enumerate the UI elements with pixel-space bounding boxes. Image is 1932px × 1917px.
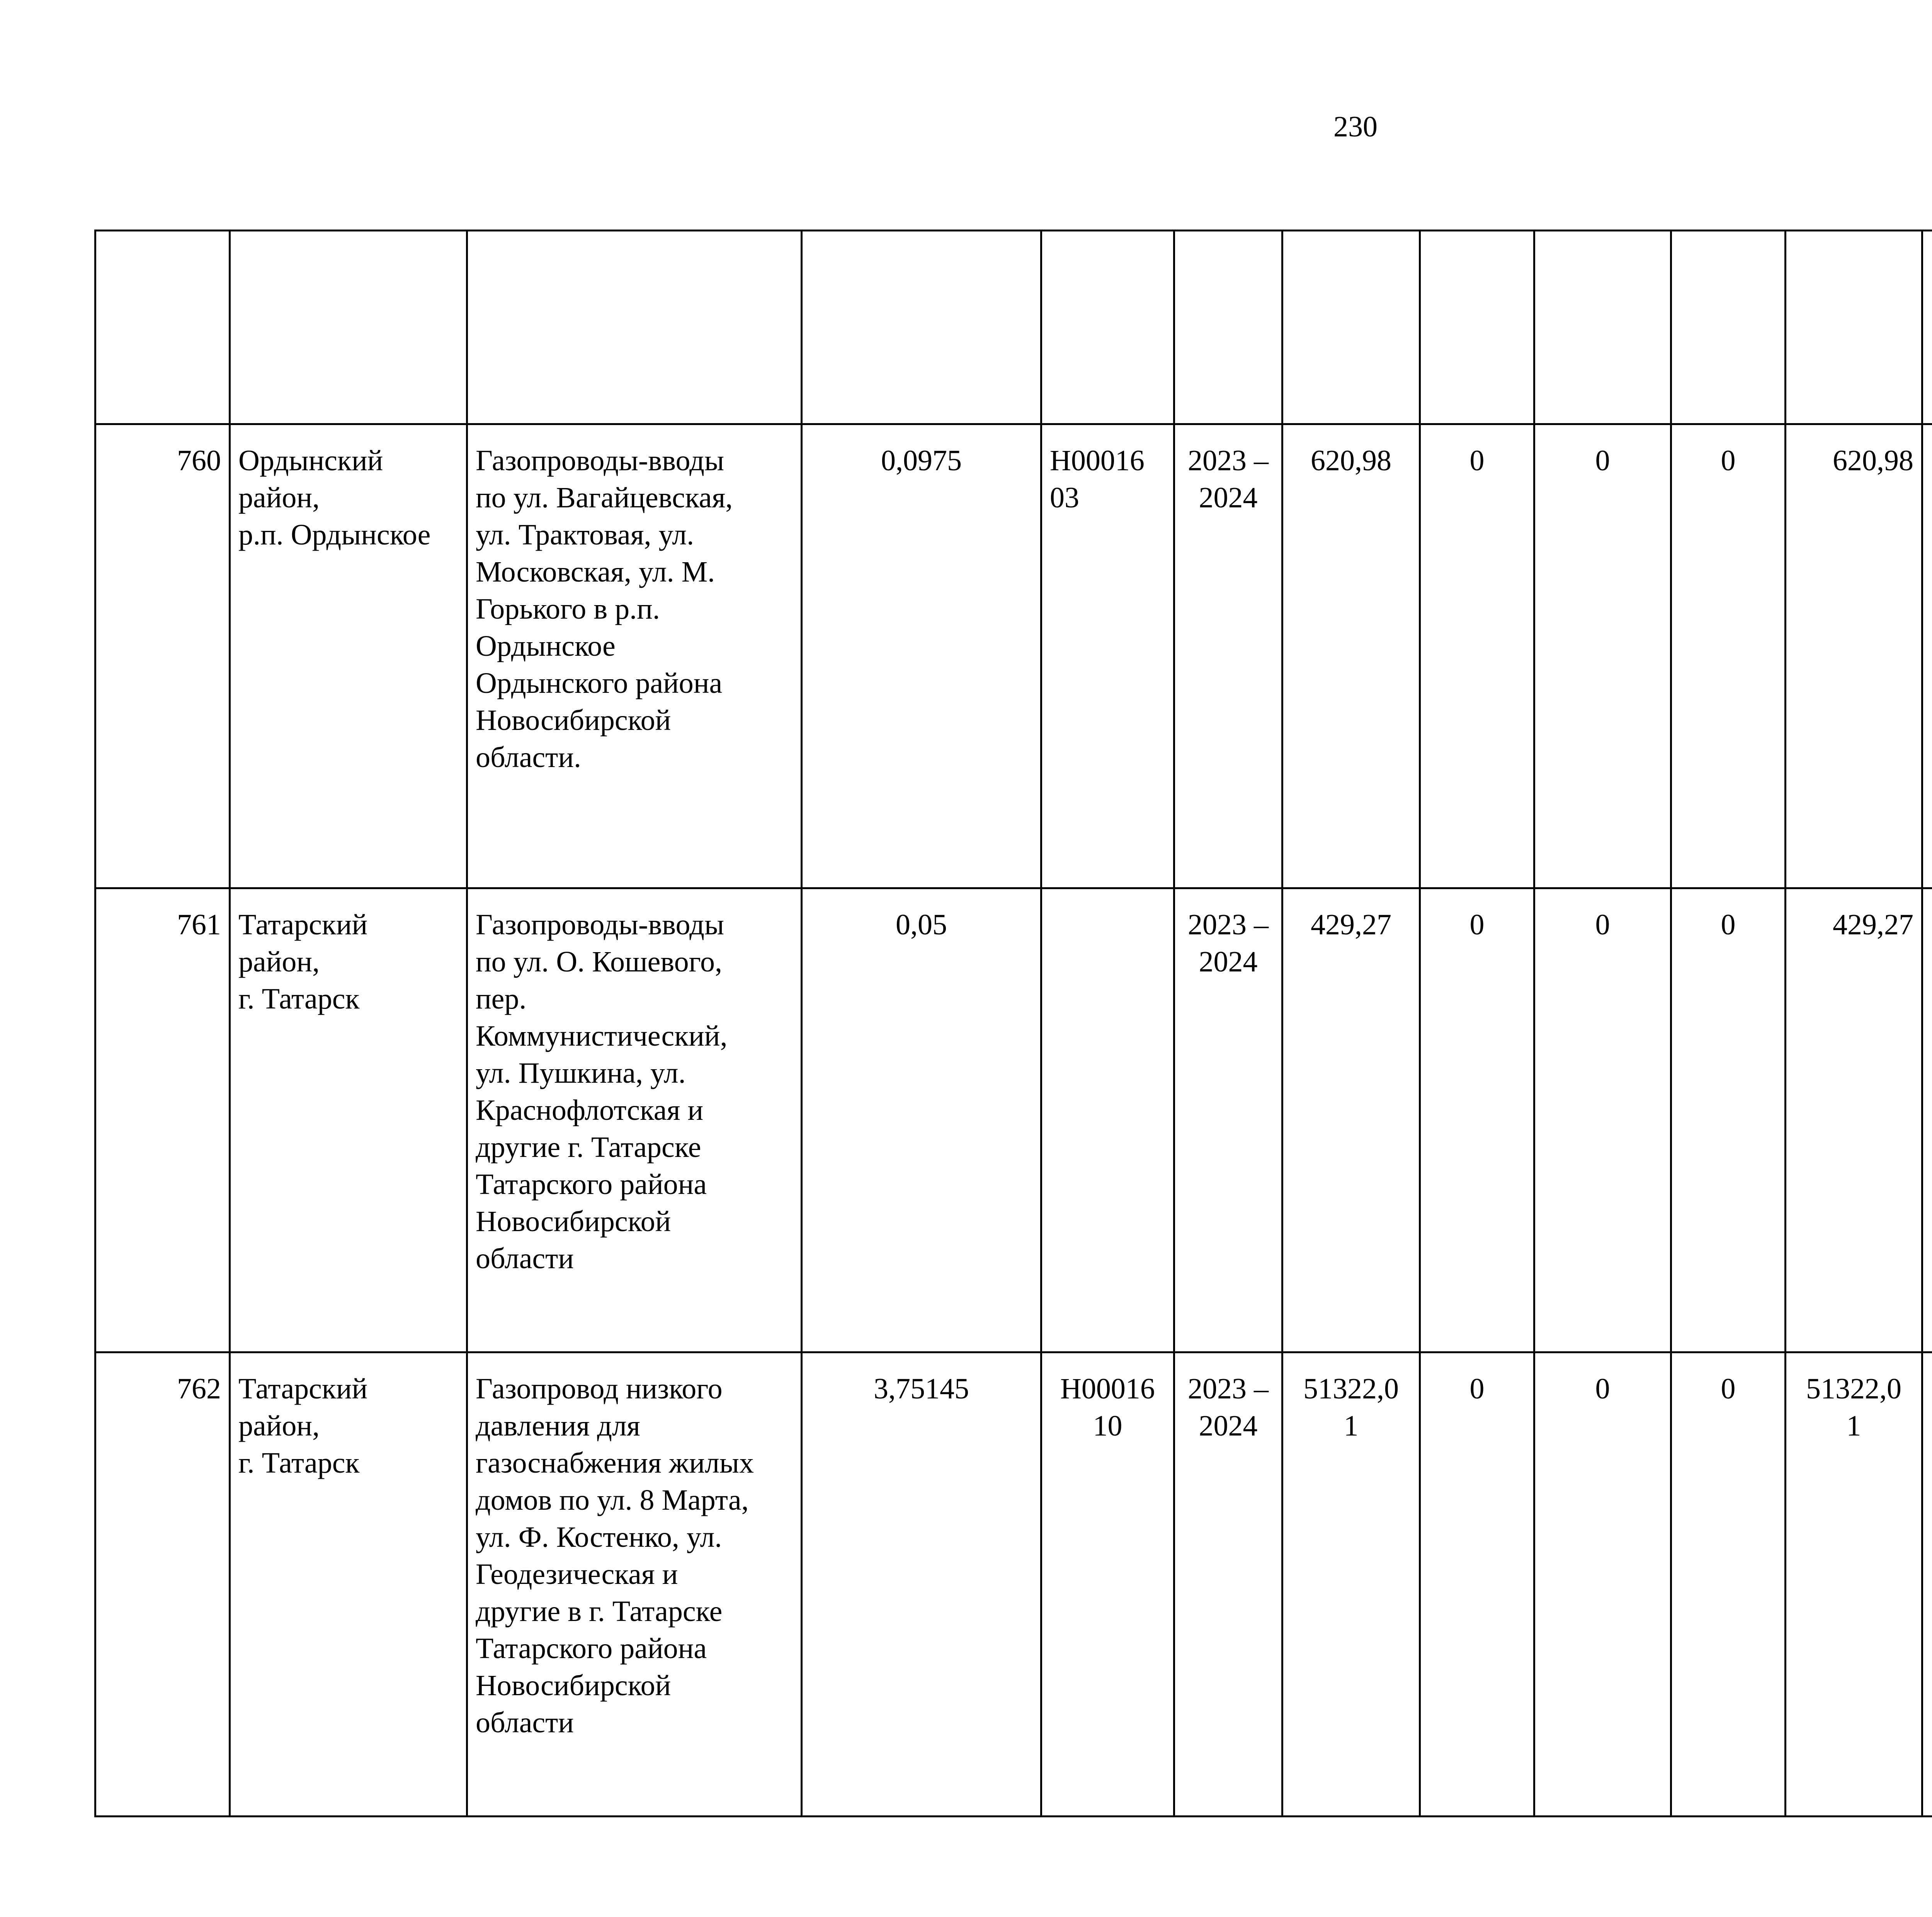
cell-object: Газопровод низкого давления для газоснабжения жилых домов по ул. 8 Марта, ул. Ф. Костенко, ул. Геодезическая и другие в г. Татарске Татарского района Новосибирской области — [467, 1352, 802, 1817]
cell-fund2: 0 — [1534, 424, 1671, 888]
cell-code — [1041, 888, 1174, 1352]
cell-fund2: 0 — [1534, 1352, 1671, 1817]
cell-district: Ордынский район, р.п. Ордынское — [230, 424, 467, 888]
cell-total: 429,27 — [1282, 888, 1420, 1352]
cell-code — [1041, 231, 1174, 424]
cell-no — [95, 231, 230, 424]
cell-period — [1174, 231, 1282, 424]
cell-fund4: 429,27 — [1786, 888, 1922, 1352]
cell-district — [230, 231, 467, 424]
cell-period: 2023 – 2024 — [1174, 1352, 1282, 1817]
cell-object: Газопроводы-вводы по ул. О. Кошевого, пер. Коммунистический, ул. Пушкина, ул. Краснофлотская и другие г. Татарске Татарского района Новосибирской области — [467, 888, 802, 1352]
cell-length: 0,05 — [802, 888, 1041, 1352]
cell-fund2: 0 — [1534, 888, 1671, 1352]
cell-code: Н00016 03 — [1041, 424, 1174, 888]
cell-fund2 — [1534, 231, 1671, 424]
cell-fund1 — [1420, 231, 1534, 424]
gasification-table — [94, 230, 1932, 1817]
page-number: 230 — [1333, 111, 1378, 143]
cell-fund4: 620,98 — [1786, 424, 1922, 888]
cell-fund4: 51322,0 1 — [1786, 1352, 1922, 1817]
cell-code: Н00016 10 — [1041, 1352, 1174, 1817]
cell-total: 620,98 — [1282, 424, 1420, 888]
table-row — [95, 424, 1932, 888]
cell-period: 2023 – 2024 — [1174, 888, 1282, 1352]
cell-executor — [1922, 424, 1932, 888]
cell-length: 0,0975 — [802, 424, 1041, 888]
cell-no: 760 — [95, 424, 230, 888]
cell-fund4 — [1786, 231, 1922, 424]
cell-total — [1282, 231, 1420, 424]
cell-period: 2023 – 2024 — [1174, 424, 1282, 888]
table-row — [95, 888, 1932, 1352]
cell-fund1: 0 — [1420, 888, 1534, 1352]
cell-executor — [1922, 231, 1932, 424]
table-row-continuation — [95, 231, 1932, 424]
cell-district: Татарский район, г. Татарск — [230, 1352, 467, 1817]
cell-fund3: 0 — [1671, 888, 1786, 1352]
cell-fund3: 0 — [1671, 1352, 1786, 1817]
cell-no: 762 — [95, 1352, 230, 1817]
cell-object — [467, 231, 802, 424]
cell-fund3 — [1671, 231, 1786, 424]
cell-executor — [1922, 1352, 1932, 1817]
cell-object: Газопроводы-вводы по ул. Вагайцевская, ул. Трактовая, ул. Московская, ул. М. Горького в р.п. Ордынское Ордынского района Новосибирской области. — [467, 424, 802, 888]
cell-total: 51322,0 1 — [1282, 1352, 1420, 1817]
cell-fund1: 0 — [1420, 1352, 1534, 1817]
cell-length: 3,75145 — [802, 1352, 1041, 1817]
cell-executor — [1922, 888, 1932, 1352]
cell-district: Татарский район, г. Татарск — [230, 888, 467, 1352]
cell-length — [802, 231, 1041, 424]
cell-no: 761 — [95, 888, 230, 1352]
cell-fund1: 0 — [1420, 424, 1534, 888]
cell-fund3: 0 — [1671, 424, 1786, 888]
table-row — [95, 1352, 1932, 1817]
